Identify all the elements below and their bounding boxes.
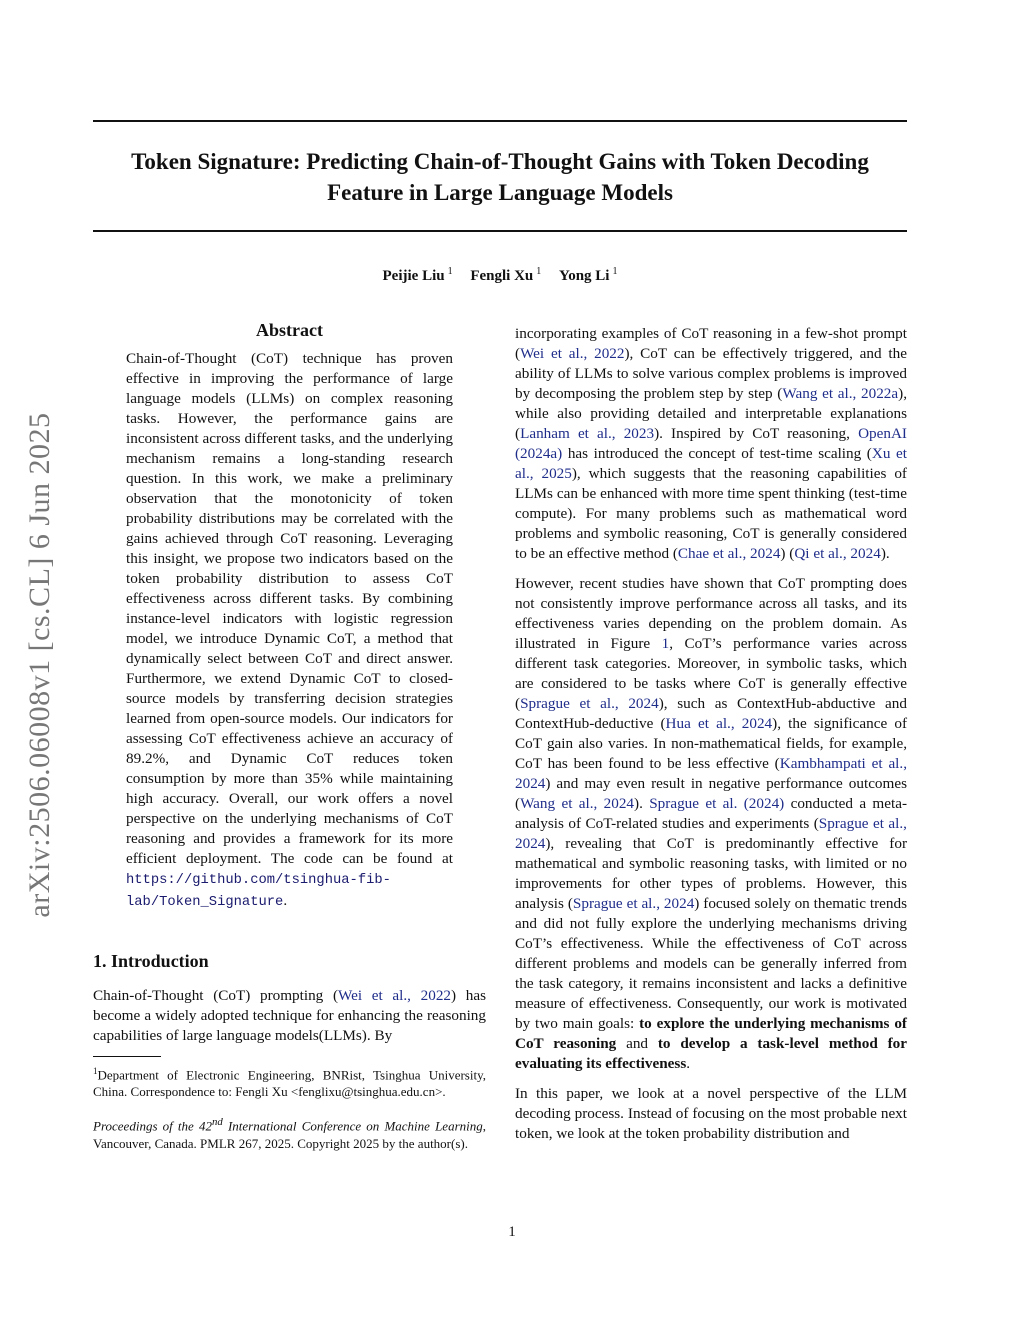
citation-link[interactable]: Xu et al., 2025 <box>515 445 907 482</box>
intro-paragraph-3: However, recent studies have shown that CoT prompting does not consistently improve performance across all tasks, and its effectiveness varies depending on the problem domain. As illustrated in Figure 1, CoT’s performance varies across different task categories. Moreover, in symbolic tasks, which are considered to be tasks where CoT is generally effective (Sprague et al., 2024), such as ContextHub-abductive and ContextHub-deductive (Hua et al., 2024), the significance of CoT gain also varies. In non-mathematical fields, for example, CoT has been found to be less effective (Kambhampati et al., 2024) and may even result in negative performance outcomes (Wang et al., 2024). Sprague et al. (2024) conducted a meta-analysis of CoT-related studies and experiments (Sprague et al., 2024), revealing that CoT is predominantly effective for mathematical and symbolic reasoning tasks, with limited or no improvements for other types of problems. However, this analysis (Sprague et al., 2024) focused solely on thematic trends and did not fully explore the underlying mechanisms driving CoT’s effectiveness. While the effectiveness of CoT across different problems and models can be generally inferred from the task category, it remains inconsistent and lacks a definitive measure of effectiveness. Consequently, our work is motivated by two main goals: to explore the underlying mechanisms of CoT reasoning and to develop a task-level method for evaluating its effectiveness. <box>515 575 908 1072</box>
citation-link[interactable]: Lanham et al., 2023 <box>520 425 655 442</box>
left-column <box>93 320 486 1152</box>
intro-paragraph-2: incorporating examples of CoT reasoning in a few-shot prompt (Wei et al., 2022), CoT can be effectively triggered, and the ability of LLMs to solve various complex problems is improved by decomposing the problem step by step (Wang et al., 2022a), while also providing detailed and interpretable explanations (Lanham et al., 2023). Inspired by CoT reasoning, OpenAI (2024a) has introduced the concept of test-time scaling (Xu et al., 2025), which suggests that the reasoning capabilities of LLMs can be enhanced with more time spent thinking (test-time compute). For many problems such as mathematical word problems and symbolic reasoning, CoT is generally considered to be an effective method (Chae et al., 2024) (Qi et al., 2024). <box>515 325 907 562</box>
citation-link[interactable]: OpenAI (2024a) <box>515 425 907 462</box>
arxiv-identifier: arXiv:2506.06008v1 [cs.CL] 6 Jun 2025 <box>23 412 56 918</box>
intro-heading: 1. Introduction <box>93 951 209 971</box>
author-3: Yong Li $^1$ <box>559 266 618 284</box>
citation-link[interactable]: Qi et al., 2024 <box>794 545 881 562</box>
citation-link[interactable]: Kambhampati et al., 2024 <box>515 755 907 792</box>
right-column <box>515 324 907 1154</box>
citation-link[interactable]: Hua et al., 2024 <box>665 715 773 732</box>
intro-paragraph-1: Chain-of-Thought (CoT) prompting (Wei et al., 2022) has become a widely adopted technique for enhancing the reasoning capabilities of large language models(LLMs). By <box>93 987 486 1044</box>
citation-link[interactable]: Wang et al., 2022a <box>782 385 899 402</box>
citation-link[interactable]: Sprague et al. (2024) <box>649 795 785 812</box>
affiliation-footnote: $^1$Department of Electronic Engineering, BNRist, Tsinghua University, China. Correspondence to: Fengli Xu <fenglixu@tsinghua.edu.cn>. <box>93 1066 486 1100</box>
paper-title: Token Signature: Predicting Chain-of-Thought Gains with Token Decoding Feature in Large Language Models <box>131 149 869 205</box>
title-top-rule <box>93 120 907 122</box>
citation-link[interactable]: Wei et al., 2022 <box>338 987 452 1004</box>
page-number: 1 <box>508 1224 516 1240</box>
author-list <box>93 266 907 285</box>
citation-link[interactable]: Sprague et al., 2024 <box>520 695 659 712</box>
abstract-text: Chain-of-Thought (CoT) technique has proven effective in improving the performance of large language models (LLMs) on complex reasoning tasks. However, the performance gains are inconsistent across different tasks, and the underlying mechanism remains a long-standing research question. In this work, we make a preliminary observation that the monotonicity of token probability distributions may be correlated with the gains achieved through CoT reasoning. Leveraging this insight, we propose two indicators based on the token probability distribution to assess CoT effectiveness across different tasks. By combining instance-level indicators with logistic regression model, we introduce Dynamic CoT, a method that dynamically select between CoT and direct answer. Furthermore, we extend Dynamic CoT to closed-source models by transferring decision strategies learned from open-source models. Our indicators for assessing CoT effectiveness achieve an accuracy of 89.2%, and Dynamic CoT reduces token consumption by more than 35% while maintaining high accuracy. Overall, our work offers a novel perspective on the underlying mechanisms of CoT reasoning and provides a framework for its more efficient deployment. The code can be found at https://github.com/tsinghua-fib-lab/Token_Signature. <box>126 350 453 910</box>
author-2: Fengli Xu $^1$ <box>470 266 542 284</box>
citation-link[interactable]: Sprague et al., 2024 <box>572 895 695 912</box>
author-1: Peijie Liu $^1$ <box>382 266 453 284</box>
code-link[interactable]: https://github.com/tsinghua-fib-lab/Token_Signature <box>126 873 391 910</box>
title-bottom-rule <box>93 230 907 232</box>
abstract-heading: Abstract <box>256 320 323 340</box>
citation-link[interactable]: Wei et al., 2022 <box>520 345 625 362</box>
citation-link[interactable]: Wang et al., 2024 <box>520 795 635 812</box>
proceedings-note: Proceedings of the 42nd International Conference on Machine Learning, Vancouver, Canada. PMLR 267, 2025. Copyright 2025 by the author(s). <box>93 1116 486 1151</box>
figure-link[interactable]: 1 <box>661 635 670 652</box>
footnote-rule <box>93 1056 161 1057</box>
intro-paragraph-4: In this paper, we look at a novel perspective of the LLM decoding process. Instead of focusing on the most probable next token, we look at the token probability distribution and <box>515 1085 907 1142</box>
citation-link[interactable]: Sprague et al., 2024 <box>515 815 907 852</box>
citation-link[interactable]: Chae et al., 2024 <box>677 545 781 562</box>
